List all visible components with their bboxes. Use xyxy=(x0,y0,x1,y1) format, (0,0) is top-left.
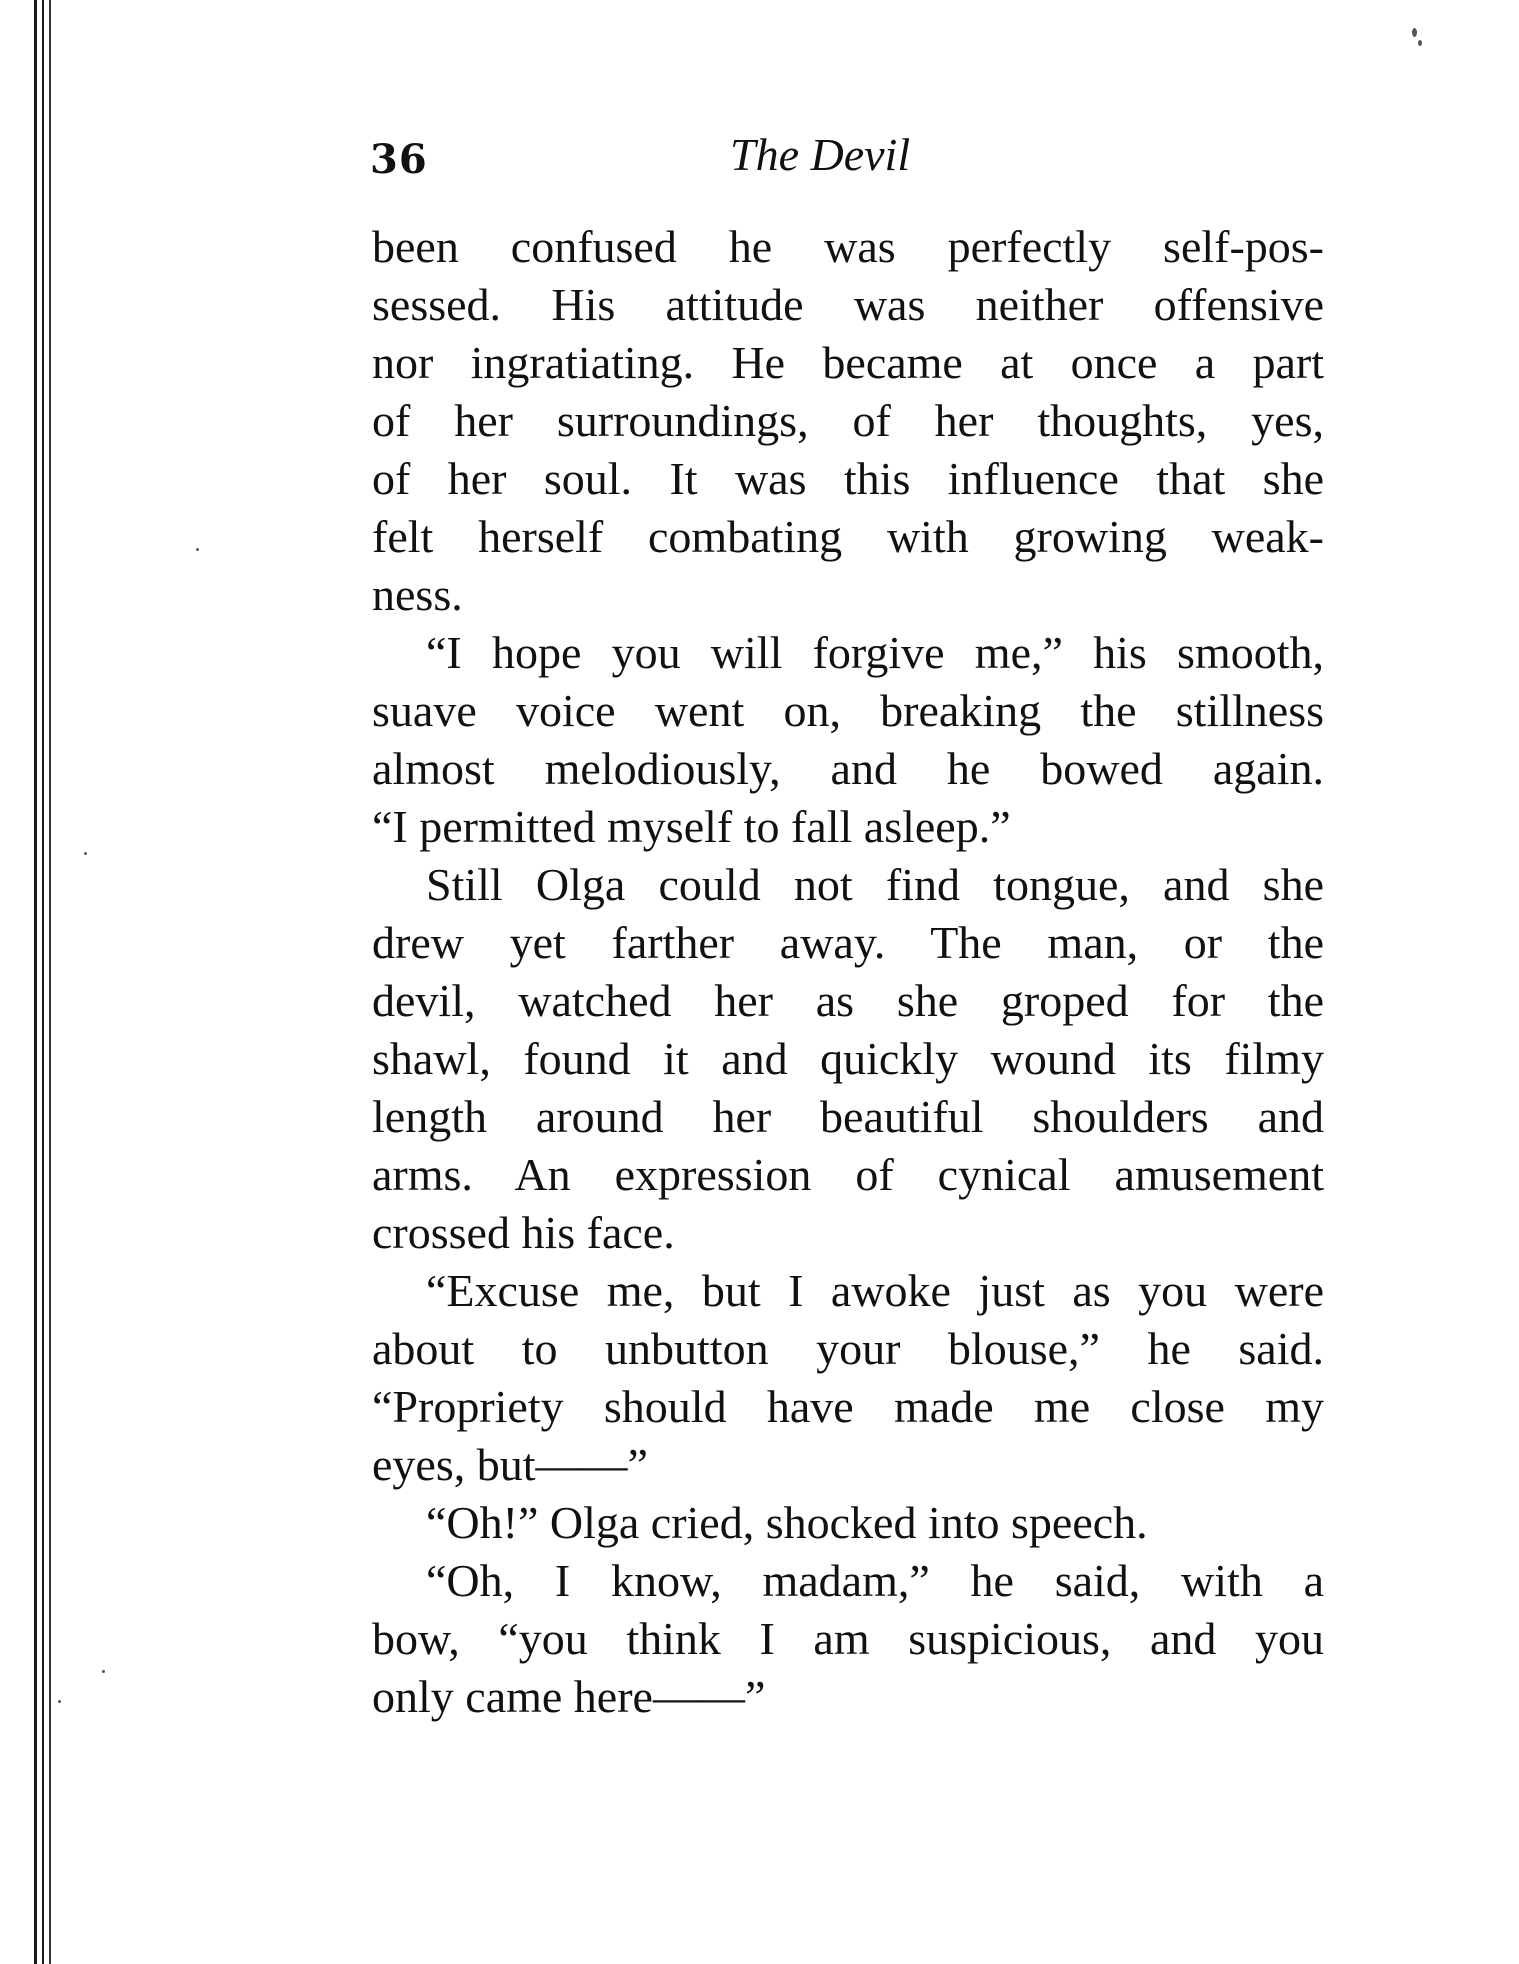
running-title: The Devil xyxy=(730,129,911,180)
page-header xyxy=(370,128,1320,192)
text-line: “Propriety should have made me close my xyxy=(372,1381,1324,1432)
text-line: bow, “you think I am suspicious, and you xyxy=(372,1613,1324,1664)
text-line: “I hope you will forgive me,” his smooth, xyxy=(426,627,1324,678)
scan-speck xyxy=(58,1700,61,1703)
text-line: only came here——” xyxy=(372,1671,766,1722)
binding-edge-line xyxy=(34,0,37,1964)
text-line: “Excuse me, but I awoke just as you were xyxy=(426,1265,1324,1316)
text-line: “I permitted myself to fall asleep.” xyxy=(372,801,1011,852)
binding-edge-line xyxy=(49,0,51,1964)
scan-speck xyxy=(1412,28,1417,37)
text-line: arms. An expression of cynical amusement xyxy=(372,1149,1324,1200)
text-line: shawl, found it and quickly wound its filmy xyxy=(372,1033,1324,1084)
text-line: been confused he was perfectly self-pos- xyxy=(372,221,1324,272)
text-line: of her soul. It was this influence that she xyxy=(372,453,1324,504)
text-line: “Oh!” Olga cried, shocked into speech. xyxy=(426,1497,1148,1548)
text-line: suave voice went on, breaking the stillness xyxy=(372,685,1324,736)
text-line: almost melodiously, and he bowed again. xyxy=(372,743,1324,794)
text-line: Still Olga could not find tongue, and she xyxy=(426,859,1324,910)
body-text xyxy=(372,218,1324,1726)
scan-speck xyxy=(102,1670,105,1673)
scan-speck xyxy=(196,548,199,551)
text-line: felt herself combating with growing weak- xyxy=(372,511,1324,562)
text-line: length around her beautiful shoulders and xyxy=(372,1091,1324,1142)
text-line: ness. xyxy=(372,569,463,620)
scan-speck xyxy=(84,852,87,855)
text-line: devil, watched her as she groped for the xyxy=(372,975,1324,1026)
binding-edge-line xyxy=(42,0,44,1964)
text-line: eyes, but——” xyxy=(372,1439,648,1490)
text-line: “Oh, I know, madam,” he said, with a xyxy=(426,1555,1324,1606)
text-line: sessed. His attitude was neither offensive xyxy=(372,279,1324,330)
text-line: nor ingratiating. He became at once a part xyxy=(372,337,1324,388)
text-line: drew yet farther away. The man, or the xyxy=(372,917,1324,968)
scan-speck xyxy=(1418,40,1422,46)
page-number: 36 xyxy=(370,136,428,183)
text-line: of her surroundings, of her thoughts, yes, xyxy=(372,395,1324,446)
text-line: crossed his face. xyxy=(372,1207,675,1258)
text-line: about to unbutton your blouse,” he said. xyxy=(372,1323,1324,1374)
